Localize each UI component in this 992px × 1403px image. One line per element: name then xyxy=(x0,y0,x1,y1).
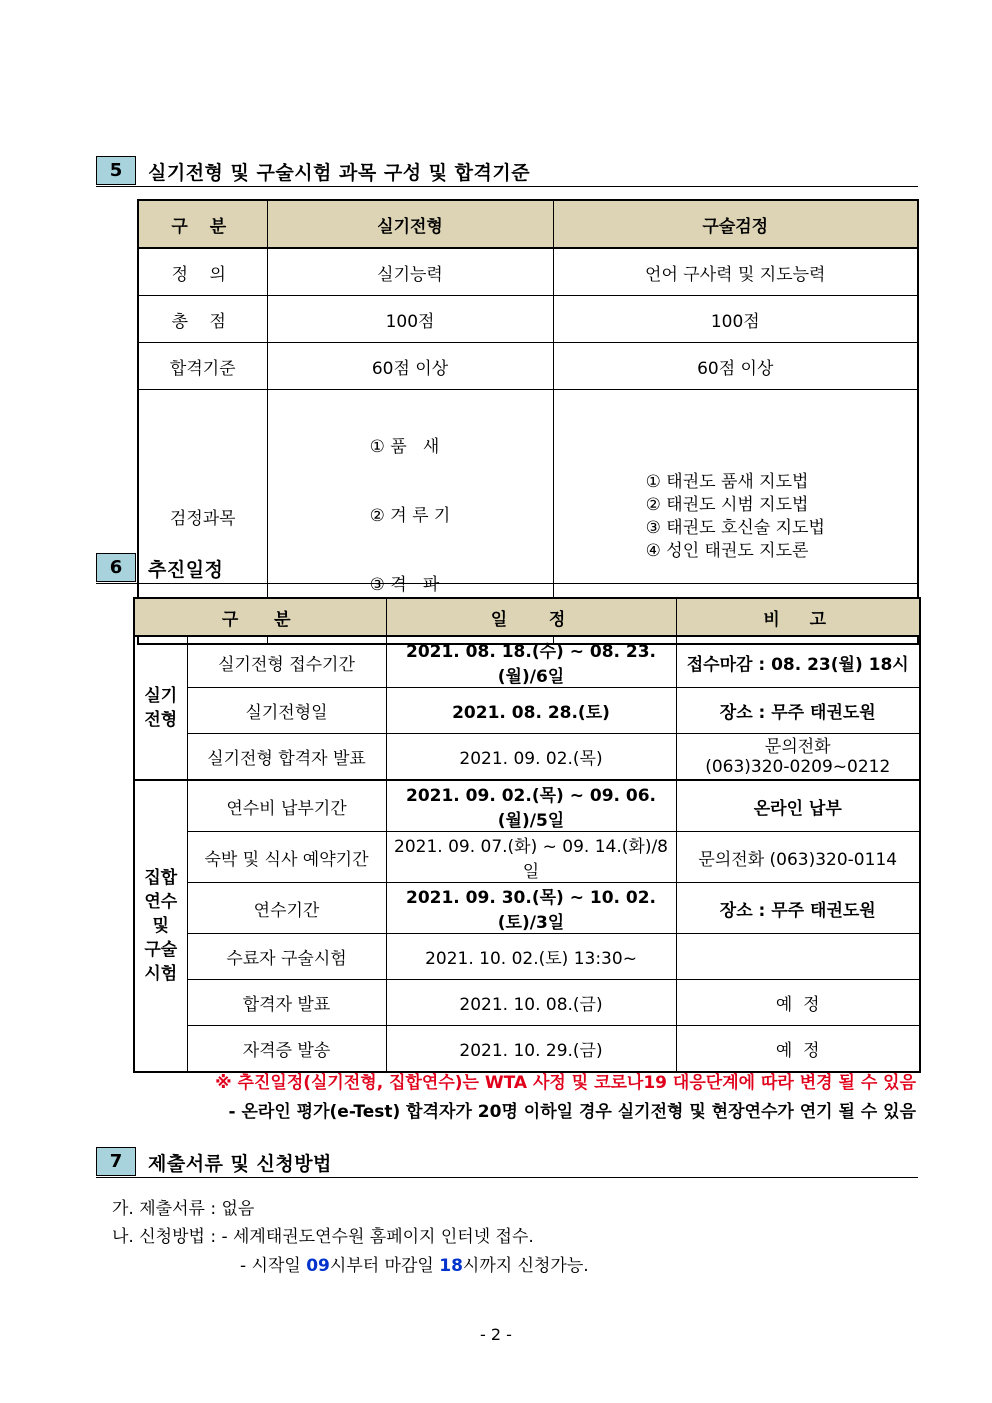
section-title: 실기전형 및 구술시험 과목 구성 및 합격기준 xyxy=(148,162,531,184)
documents-line: 가. 제출서류 : 없음 xyxy=(112,1199,255,1219)
group-label: 실기 전형 xyxy=(134,636,187,780)
schedule-cell: 2021. 10. 29.(금) xyxy=(386,1026,676,1073)
note-cell: 접수마감 : 08. 23(월) 18시 xyxy=(676,636,920,688)
item-cell: 자격증 발송 xyxy=(187,1026,386,1073)
section-title: 추진일정 xyxy=(148,559,224,581)
section-number: 5 xyxy=(96,156,136,185)
schedule-cell: 2021. 09. 07.(화) ~ 09. 14.(화)/8일 xyxy=(386,832,676,883)
item-cell: 수료자 구술시험 xyxy=(187,934,386,980)
section-number: 7 xyxy=(96,1147,136,1176)
note-cell: 예 정 xyxy=(676,1026,920,1073)
table-row xyxy=(134,980,920,1026)
section-5-header xyxy=(96,156,918,187)
table-row xyxy=(134,934,920,980)
list-item: ③ 태권도 호신술 지도법 xyxy=(645,517,825,538)
start-hour: 09 xyxy=(306,1256,330,1276)
application-method-line: 나. 신청방법 : - 세계태권도연수원 홈페이지 인터넷 접수. xyxy=(112,1227,534,1247)
page-number: - 2 - xyxy=(480,1325,512,1344)
list-item: ③ 격 파 xyxy=(369,575,440,595)
header-category: 구 분 xyxy=(138,200,267,248)
application-period-line xyxy=(240,1251,589,1276)
table-row xyxy=(138,296,918,343)
table-row xyxy=(134,688,920,734)
end-hour: 18 xyxy=(439,1256,463,1276)
note-cell: 장소 : 무주 태권도원 xyxy=(676,688,920,734)
row-label: 합격기준 xyxy=(138,343,267,390)
schedule-cell: 2021. 10. 08.(금) xyxy=(386,980,676,1026)
item-cell: 실기전형 접수기간 xyxy=(187,636,386,688)
table-row xyxy=(134,832,920,883)
cell-oral: 100점 xyxy=(553,296,918,343)
list-item: ② 태권도 시범 지도법 xyxy=(645,494,809,515)
text-part: 시부터 마감일 xyxy=(329,1256,440,1276)
table-row xyxy=(134,883,920,934)
note-cell xyxy=(676,734,920,781)
section-6-header xyxy=(96,553,918,584)
section-number: 6 xyxy=(96,553,136,582)
list-item: ① 품 새 xyxy=(369,437,440,457)
cell-oral: 언어 구사력 및 지도능력 xyxy=(553,248,918,296)
note-cell: 장소 : 무주 태권도원 xyxy=(676,883,920,934)
section-7-header xyxy=(96,1147,918,1178)
table-row xyxy=(138,248,918,296)
table-row xyxy=(134,636,920,688)
cell-practical: 실기능력 xyxy=(267,248,553,296)
text-part: 시까지 신청가능. xyxy=(462,1256,589,1276)
item-cell: 숙박 및 식사 예약기간 xyxy=(187,832,386,883)
schedule-cell: 2021. 09. 02.(목) ~ 09. 06.(월)/5일 xyxy=(386,780,676,832)
item-cell: 실기전형 합격자 발표 xyxy=(187,734,386,781)
schedule-cell: 2021. 10. 02.(토) 13:30~ xyxy=(386,934,676,980)
schedule-cell: 2021. 08. 28.(토) xyxy=(386,688,676,734)
row-label: 검정과목 xyxy=(138,390,267,645)
note-cell xyxy=(676,934,920,980)
list-item: ① 태권도 품새 지도법 xyxy=(645,471,809,492)
header-note: 비 고 xyxy=(676,598,920,636)
schedule-change-notice: ※ 추진일정(실기전형, 집합연수)는 WTA 사정 및 코로나19 대응단계에 따라 변경 될 수 있음 xyxy=(215,1073,916,1093)
header-category: 구 분 xyxy=(134,598,386,636)
table-row xyxy=(134,734,920,781)
header-schedule: 일 정 xyxy=(386,598,676,636)
note-cell: 예 정 xyxy=(676,980,920,1026)
note-line: (063)320-0209~0212 xyxy=(705,756,891,777)
schedule-cell: 2021. 09. 02.(목) xyxy=(386,734,676,781)
item-cell: 연수비 납부기간 xyxy=(187,780,386,832)
schedule-cell: 2021. 08. 18.(수) ~ 08. 23.(월)/6일 xyxy=(386,636,676,688)
text-part: - 시작일 xyxy=(240,1256,307,1276)
item-cell: 연수기간 xyxy=(187,883,386,934)
row-label: 총 점 xyxy=(138,296,267,343)
table-row xyxy=(134,1026,920,1073)
row-label: 정 의 xyxy=(138,248,267,296)
note-line: 문의전화 xyxy=(764,736,831,757)
schedule-table xyxy=(133,597,921,1073)
list-item: ② 겨 루 기 xyxy=(369,506,451,526)
item-cell: 합격자 발표 xyxy=(187,980,386,1026)
list-item: ④ 성인 태권도 지도론 xyxy=(645,540,809,561)
table-row xyxy=(134,780,920,832)
group-label: 집합 연수 및 구술 시험 xyxy=(134,780,187,1072)
item-cell: 실기전형일 xyxy=(187,688,386,734)
header-practical: 실기전형 xyxy=(267,200,553,248)
cell-practical: 100점 xyxy=(267,296,553,343)
section-title: 제출서류 및 신청방법 xyxy=(148,1153,332,1175)
cell-oral: 60점 이상 xyxy=(553,343,918,390)
schedule-cell: 2021. 09. 30.(목) ~ 10. 02.(토)/3일 xyxy=(386,883,676,934)
cell-practical: 60점 이상 xyxy=(267,343,553,390)
note-cell: 온라인 납부 xyxy=(676,780,920,832)
table-row xyxy=(138,343,918,390)
online-test-notice: - 온라인 평가(e-Test) 합격자가 20명 이하일 경우 실기전형 및 현장연수가 연기 될 수 있음 xyxy=(228,1102,916,1122)
note-cell: 문의전화 (063)320-0114 xyxy=(676,832,920,883)
header-oral: 구술검정 xyxy=(553,200,918,248)
